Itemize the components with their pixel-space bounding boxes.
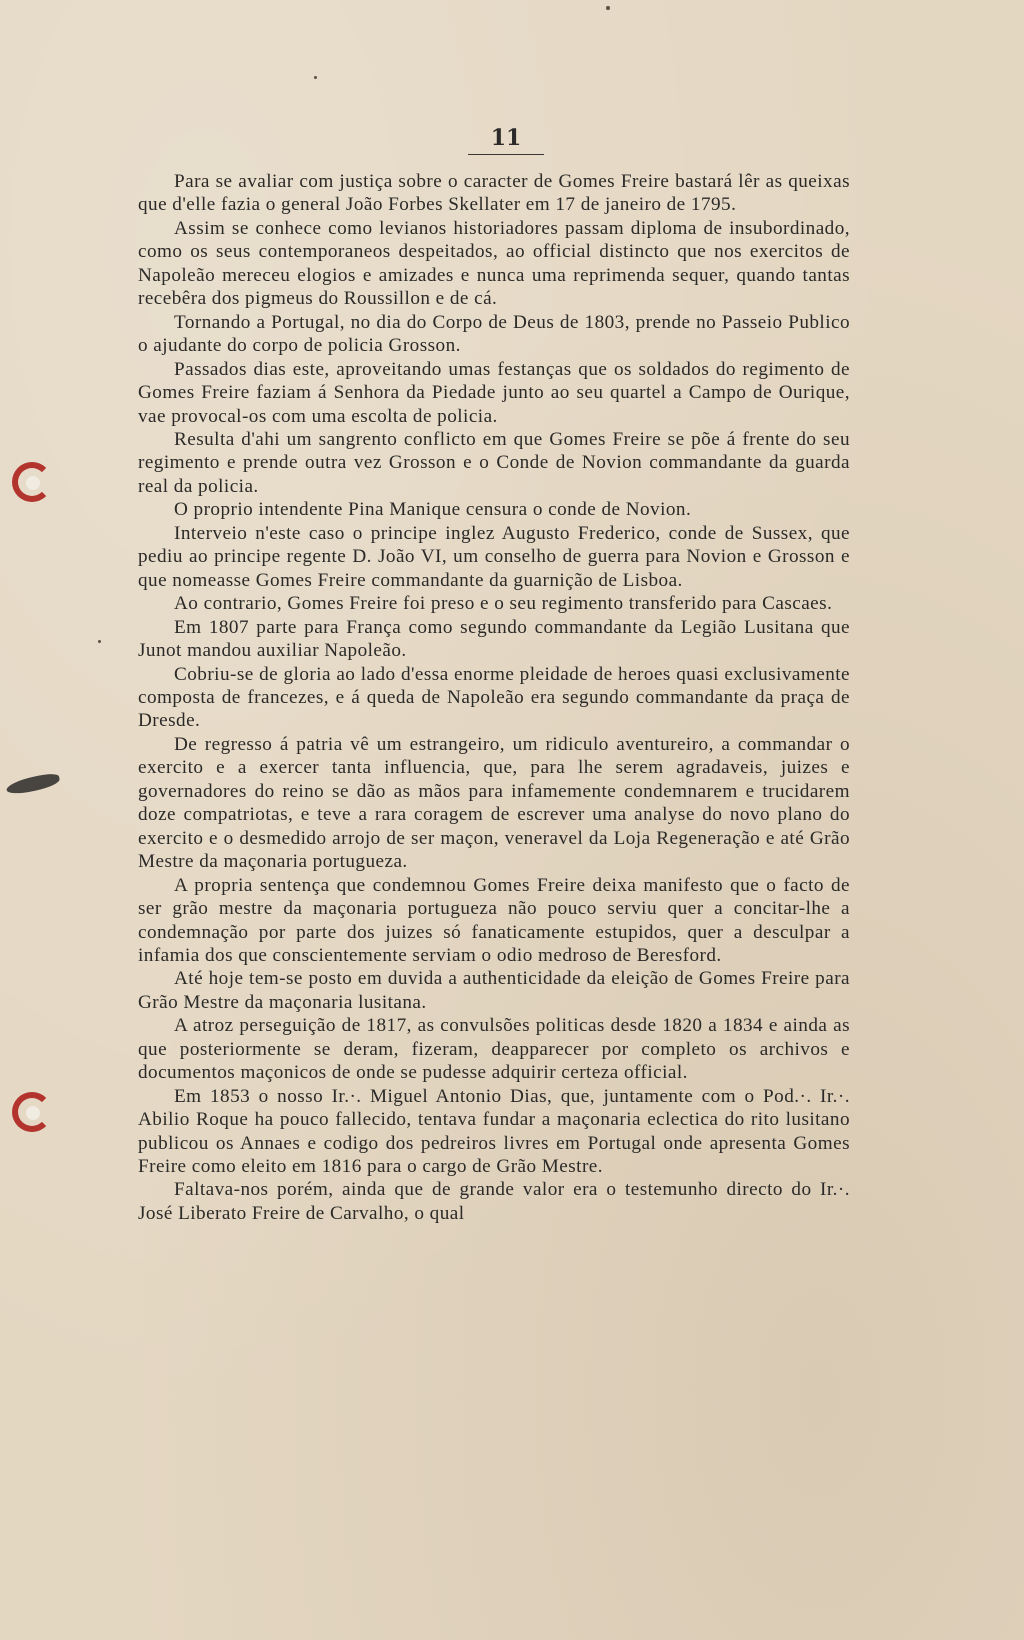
binding-hole-stain-icon [12,1092,52,1132]
paragraph: Tornando a Portugal, no dia do Corpo de Deus de 1803, prende no Passeio Publico o ajudante do corpo de policia Grosson. [138,311,850,357]
binding-hole-stain-icon [12,462,52,502]
paragraph: O proprio intendente Pina Manique censura o conde de Novion. [174,499,692,521]
paragraph: Até hoje tem-se posto em duvida a authenticidade da eleição de Gomes Freire para Grão Mestre da maçonaria lusitana. [138,968,850,1013]
paragraph: A atroz perseguição de 1817, as convulsões politicas desde 1820 a 1834 e ainda as que posteriormente se deram, fizeram, deapparecer por completo os archivos e documentos maçonicos de onde se pudesse adquirir certeza official. [138,1015,850,1084]
ink-smudge-icon [5,772,61,797]
paragraph: De regresso á patria vê um estrangeiro, um ridiculo aventureiro, a commandar o exercito e a exercer tanta influencia, que, para lhe serem agradaveis, juizes e governadores do reino se dão as mãos para infamemente condemnarem e trucidarem doze compatriotas, e teve a rara coragem de escrever uma analyse do novo plano do exercito e o desmedido arrojo de ser maçon, veneravel da Loja Regeneração e até Grão Mestre da maçonaria portugueza. [138,733,850,873]
paragraph: Faltava-nos porém, ainda que de grande valor era o testemunho directo do Ir.·. José Liberato Freire de Carvalho, o qual [138,1179,850,1224]
paragraph: A propria sentença que condemnou Gomes Freire deixa manifesto que o facto de ser grão mestre da maçonaria portugueza não pouco serviu quer a concitar-lhe a condemnação por parte dos juizes só fanaticamente estupidos, quer a desculpar a infamia dos que conscientemente serviam o odio medroso de Beresford. [138,874,850,966]
paragraph: Cobriu-se de gloria ao lado d'essa enorme pleidade de heroes quasi exclusivamente composta de francezes, e á queda de Napoleão era segundo commandante da praça de Dresde. [138,663,850,732]
paragraph: Passados dias este, aproveitando umas festanças que os soldados do regimento de Gomes Freire faziam á Senhora da Piedade junto ao seu quartel a Campo de Ourique, vae provocal-os com uma escolta de policia. [138,358,850,427]
paragraph: Resulta d'ahi um sangrento conflicto em que Gomes Freire se põe á frente do seu regimento e prende outra vez Grosson e o Conde de Novion commandante da guarda real da policia. [138,428,850,497]
paper-speck-icon [314,76,317,79]
paragraph: Para se avaliar com justiça sobre o caracter de Gomes Freire bastará lêr as queixas que d'elle fazia o general João Forbes Skellater em 17 de janeiro de 1795. [138,171,850,216]
paragraph: Interveio n'este caso o principe inglez Augusto Frederico, conde de Sussex, que pediu ao principe regente D. João VI, um conselho de guerra para Novion e Grosson e que nomeasse Gomes Freire commandante da guarnição de Lisboa. [138,522,850,591]
paper-speck-icon [98,640,101,643]
paragraph: Assim se conhece como levianos historiadores passam diploma de insubordinado, como os seus contemporaneos despeitados, ao official distincto que nos exercitos de Napoleão mereceu elogios e amizades e nunca uma reprimenda sequer, quando tantas recebêra dos pigmeus do Roussillon e de cá. [138,217,850,310]
paragraph: Ao contrario, Gomes Freire foi preso e o seu regimento transferido para Cascaes. [174,593,833,615]
page-number: 11 [468,124,544,155]
body-text [138,170,850,1225]
paragraph: Em 1853 o nosso Ir.·. Miguel Antonio Dias, que, juntamente com o Pod.·. Ir.·. Abilio Roque ha pouco fallecido, tentava fundar a maçonaria eclectica do rito lusitano publicou os Annaes e codigo dos pedreiros livres em Portugal onde apresenta Gomes Freire como eleito em 1816 para o cargo de Grão Mestre. [138,1085,850,1178]
paper-speck-icon [606,6,610,10]
paragraph: Em 1807 parte para França como segundo commandante da Legião Lusitana que Junot mandou auxiliar Napoleão. [138,616,850,662]
